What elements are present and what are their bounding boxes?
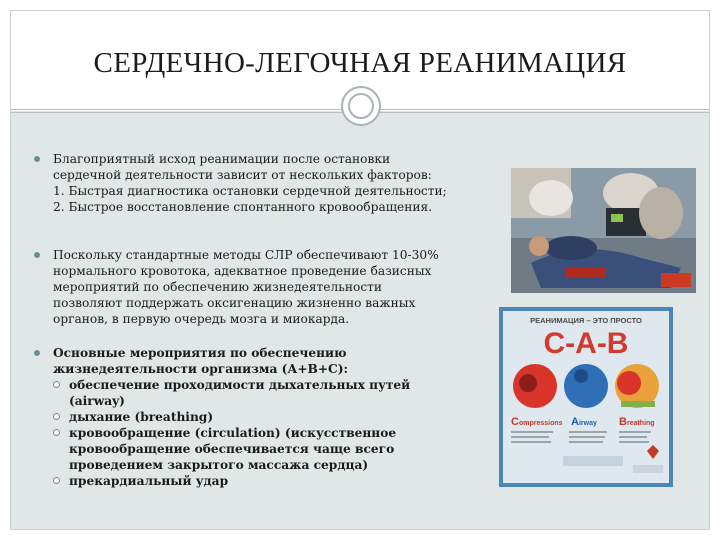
text-line: Основные мероприятия по обеспечению [53,346,347,360]
sub-bullet-icon [53,413,60,420]
sub-bullet-icon [53,381,60,388]
text-line: жизнедеятельности организма (А+В+С): [53,362,349,376]
text-line: Поскольку стандартные методы СЛР обеспечивают 10-30% [53,248,439,262]
poster-label-airway: Airway [571,416,597,428]
poster-big-title: C-A-B [543,327,629,360]
bullet-outcome-factors [31,151,461,215]
text-line: дыхание (breathing) [69,410,214,424]
text-line: обеспечение проходимости дыхательных путей [69,378,411,392]
poster-header: РЕАНИМАЦИЯ – ЭТО ПРОСТО [530,316,642,325]
bullet-dot-icon [34,350,40,356]
sub-item-breathing [31,409,461,425]
text-line: органов, в первую очередь мозга и миокарда. [53,312,350,326]
bullet-dot-icon [34,252,40,258]
bullet-cpr-bloodflow [31,247,461,327]
text-line: нормального кровотока, адекватное проведение базисных [53,264,432,278]
sub-bullet-icon [53,429,60,436]
bullet-dot-icon [34,156,40,162]
text-line: 1. Быстрая диагностика остановки сердечной деятельности; [53,184,447,198]
bullet-abc-measures [31,345,461,489]
slide-title: СЕРДЕЧНО-ЛЕГОЧНАЯ РЕАНИМАЦИЯ [93,47,627,79]
sub-item-precordial-thump [31,473,461,489]
text-line: Благоприятный исход реанимации после остановки [53,152,391,166]
sub-item-airway [31,377,461,409]
text-line: проведением закрытого массажа сердца) [69,458,369,472]
cab-poster [499,307,673,487]
text-line: прекардиальный удар [69,474,229,488]
circle-ornament-icon [341,86,381,126]
poster-label-compressions: Compressions [511,416,563,428]
resuscitation-photo [511,168,696,293]
cab-poster-illustration [503,311,669,483]
text-line: сердечной деятельности зависит от нескольких факторов: [53,168,432,182]
sub-bullet-icon [53,477,60,484]
text-line: кровообращение (circulation) (искусственное [69,426,397,440]
poster-label-breathing: Breathing [619,416,655,428]
text-line: 2. Быстрое восстановление спонтанного кровообращения. [53,200,433,214]
slide [10,10,710,530]
sub-item-circulation [31,425,461,473]
text-line: (airway) [69,394,125,408]
text-line: позволяют поддержать оксигенацию жизненно важных [53,296,416,310]
text-line: кровообращение обеспечивается чаще всего [69,442,395,456]
resuscitation-photo-illustration [511,168,696,293]
text-line: мероприятий по обеспечению жизнедеятельности [53,280,383,294]
